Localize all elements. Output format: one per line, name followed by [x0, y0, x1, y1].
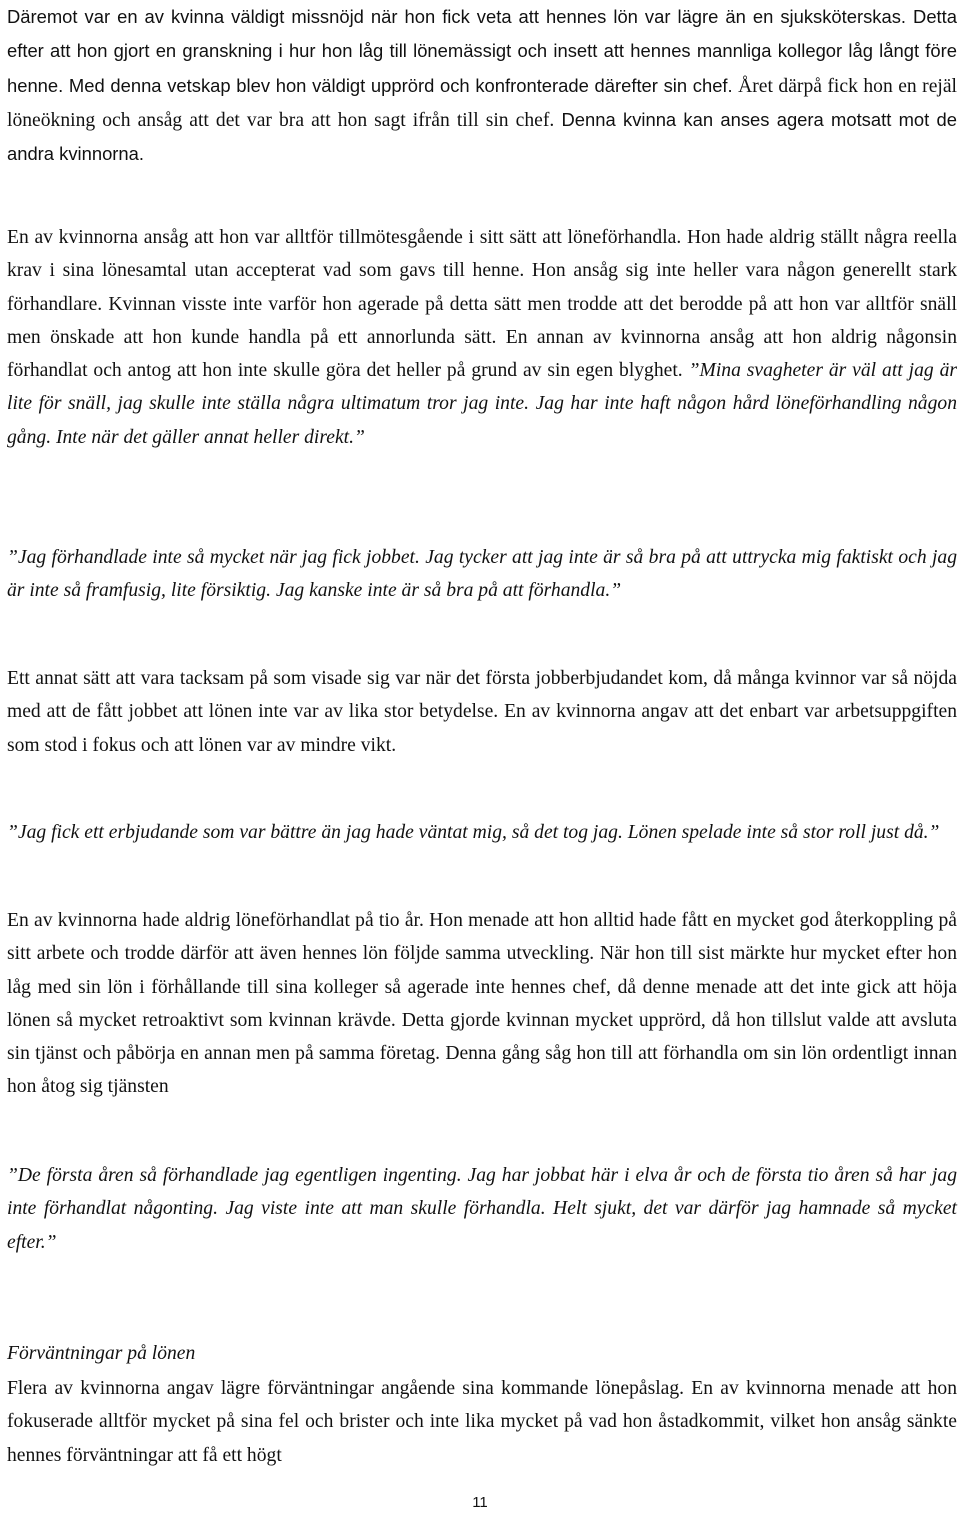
section-heading: Förväntningar på lönen — [7, 1343, 196, 1364]
interview-quote-block: ”Jag förhandlade inte så mycket när jag fick jobbet. Jag tycker att jag inte är så bra på att uttrycka mig faktiskt och jag är inte så framfusig, lite försiktig. Jag kanske inte är så bra på att förhandla.” — [7, 547, 957, 602]
paragraph-grateful: Ett annat sätt att vara tacksam på som visade sig var när det första jobberbjudandet kom, då många kvinnor var så nöjda med att de fått jobbet att lönen inte var av lika stor betydelse. En av kvinnorna angav att det enbart var arbetsuppgiften som stod i fokus och att lönen var av mindre vikt. — [7, 668, 957, 756]
paragraph-accommodating — [7, 221, 957, 454]
interview-quote-inline: ”Mina svagheter är väl att jag är lite för snäll, jag skulle inte ställa några ultimatum tror jag inte. Jag har inte haft någon hård löneförhandling någon gång. Inte när det gäller annat heller direkt.” — [7, 360, 957, 448]
paragraph-text-sans-end: Denna kvinna kan anses agera motsatt mot de andra kvinnorna. — [7, 108, 957, 165]
paragraph-expectations: Flera av kvinnorna angav lägre förväntningar angående sina kommande lönepåslag. En av kvinnorna menade att hon fokuserade alltför mycket på sina fel och brister och inte lika mycket på vad hon åstadkommit, vilket hon ansåg sänkte hennes förväntningar att få ett högt — [7, 1378, 957, 1466]
paragraph-text-sans: Däremot var en av kvinna väldigt missnöjd när hon fick veta att hennes lön var lägre än en sjuksköterskas. Detta efter att hon gjort en granskning i hur hon låg till lönemässigt och insett att hennes mannliga kollegor låg långt före henne. Med denna vetskap blev hon väldigt upprörd och konfronterade därefter sin chef. — [7, 6, 957, 96]
page-number: 11 — [472, 1494, 488, 1511]
interview-quote-block: ”De första åren så förhandlade jag egentligen ingenting. Jag har jobbat här i elva år och de första tio åren så har jag inte förhandlat någonting. Jag viste inte att man skulle förhandla. Helt sjukt, det var därför jag hamnade så mycket efter.” — [7, 1165, 957, 1253]
paragraph-salary-dissatisfaction — [7, 0, 957, 171]
paragraph-text-serif: Året därpå fick hon en rejäl löneökning och ansåg att det var bra att hon sagt ifrån till sin chef. — [7, 75, 957, 131]
paragraph-never-negotiated: En av kvinnorna hade aldrig löneförhandlat på tio år. Hon menade att hon alltid hade fått en mycket god återkoppling på sitt arbete och trodde därför att även hennes lön följde samma utveckling. När hon till sist märkte hur mycket efter hon låg med sin lön i förhållande till sina kolleger så agerade inte hennes chef, då denne menade att det inte gick att höja lönen så mycket retroaktivt som kvinnan krävde. Detta gjorde kvinnan mycket upprörd, då hon tillslut valde att avsluta sin tjänst och påbörja en annan men på samma företag. Denna gång såg hon till att förhandla om sin lön ordentligt innan hon åtog sig tjänsten — [7, 910, 957, 1098]
interview-quote-block: ”Jag fick ett erbjudande som var bättre än jag hade väntat mig, så det tog jag. Lönen spelade inte så stor roll just då.” — [7, 822, 940, 843]
paragraph-text: En av kvinnorna ansåg att hon var alltför tillmötesgående i sitt sätt att löneförhandla. Hon hade aldrig ställt några reella krav i sina lönesamtal utan accepterat vad som gavs till henne. Hon ansåg sig inte heller vara någon generellt stark förhandlare. Kvinnan visste inte varför hon agerade på detta sätt men trodde att det berodde på att hon var alltför snäll men önskade att hon kunde handla på ett annorlunda sätt. En annan av kvinnorna ansåg att hon aldrig någonsin förhandlat och antog att hon inte skulle göra det heller på grund av sin egen blyghet. — [7, 227, 957, 382]
